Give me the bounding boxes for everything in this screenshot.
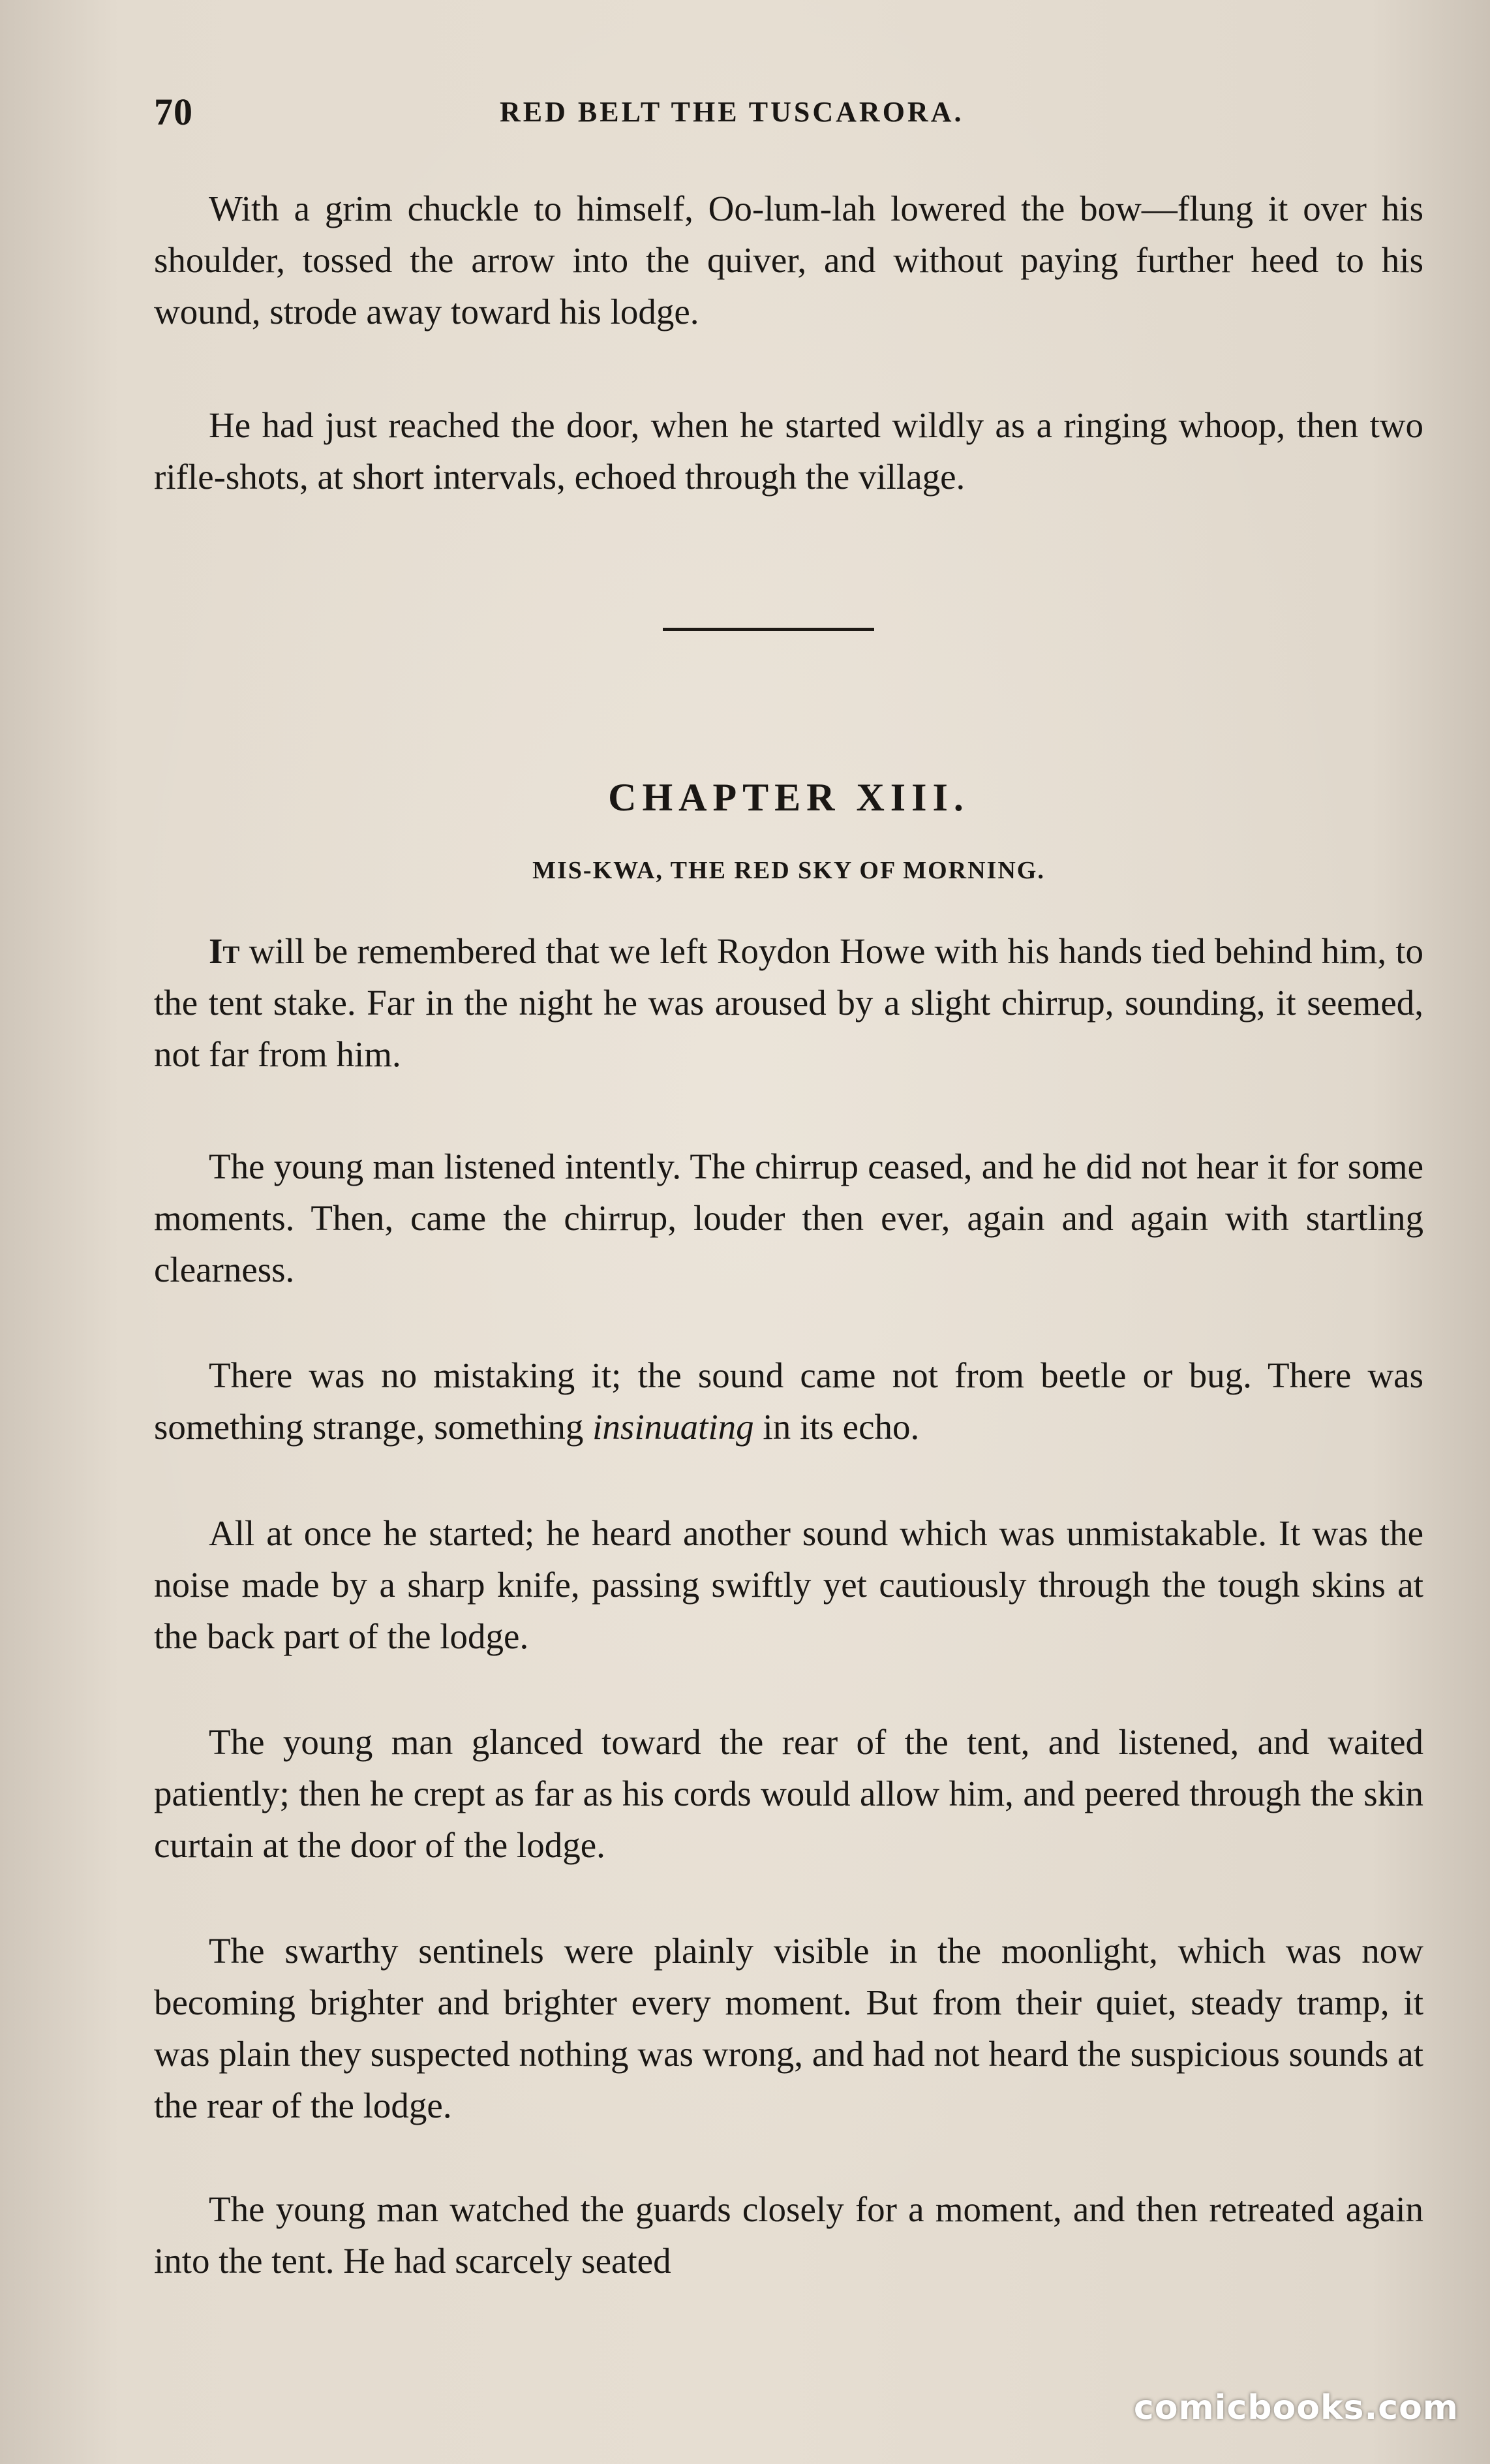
paragraph-remembered-text: will be remembered that we left Roydon Howe with his hands tied behind him, to the tent stake. Far in the night he was aroused by a slight chirrup, sounding, it seemed, not far from him. [154,931,1423,1074]
paragraph-listened: The young man listened intently. The chirrup ceased, and he did not hear it for some moments. Then, came the chirrup, louder then ever, again and again with startling clearness. [154,1147,1423,1289]
paragraph-mistaking [154,1349,1423,1453]
paragraph-sentinels: The swarthy sentinels were plainly visible in the moonlight, which was now becoming brighter and brighter every moment. But from their quiet, steady tramp, it was plain they suspected nothing was wrong, and had not heard the suspicious sounds at the rear of the lodge. [154,1931,1423,2125]
page-header [154,90,1426,142]
running-title: RED BELT THE TUSCARORA. [500,96,964,128]
lead-word: It [209,931,240,971]
section-divider [663,628,874,631]
paragraph-remembered [154,925,1423,1080]
paragraph-mistaking-text-1: There was no mistaking it; the sound came not from beetle or bug. There was something strange, something [154,1355,1423,1447]
chapter-title: CHAPTER XIII. [608,776,969,819]
paragraph-oo-lum-lah: With a grim chuckle to himself, Oo-lum-lah lowered the bow—flung it over his shoulder, tossed the arrow into the quiver, and without paying further heed to his wound, strode away toward his lodge. [154,189,1423,331]
paragraph-whoop: He had just reached the door, when he started wildly as a ringing whoop, then two rifle-shots, at short intervals, echoed through the village. [154,405,1423,497]
paragraph-knife: All at once he started; he heard another sound which was unmistakable. It was the noise made by a sharp knife, passing swiftly yet cautiously through the tough skins at the back part of the lodge. [154,1513,1423,1656]
site-watermark: comicbooks.com [1133,2388,1459,2427]
chapter-subtitle: MIS-KWA, THE RED SKY OF MORNING. [532,857,1045,884]
paragraph-mistaking-text-2: in its echo. [753,1407,920,1447]
page-number: 70 [154,91,193,133]
paragraph-glanced: The young man glanced toward the rear of the tent, and listened, and waited patiently; then he crept as far as his cords would allow him, and peered through the skin curtain at the door of the lodge. [154,1722,1423,1865]
paragraph-watched: The young man watched the guards closely for a moment, and then retreated again into the tent. He had scarcely seated [154,2189,1423,2281]
emphasized-word: insinuating [592,1407,754,1447]
